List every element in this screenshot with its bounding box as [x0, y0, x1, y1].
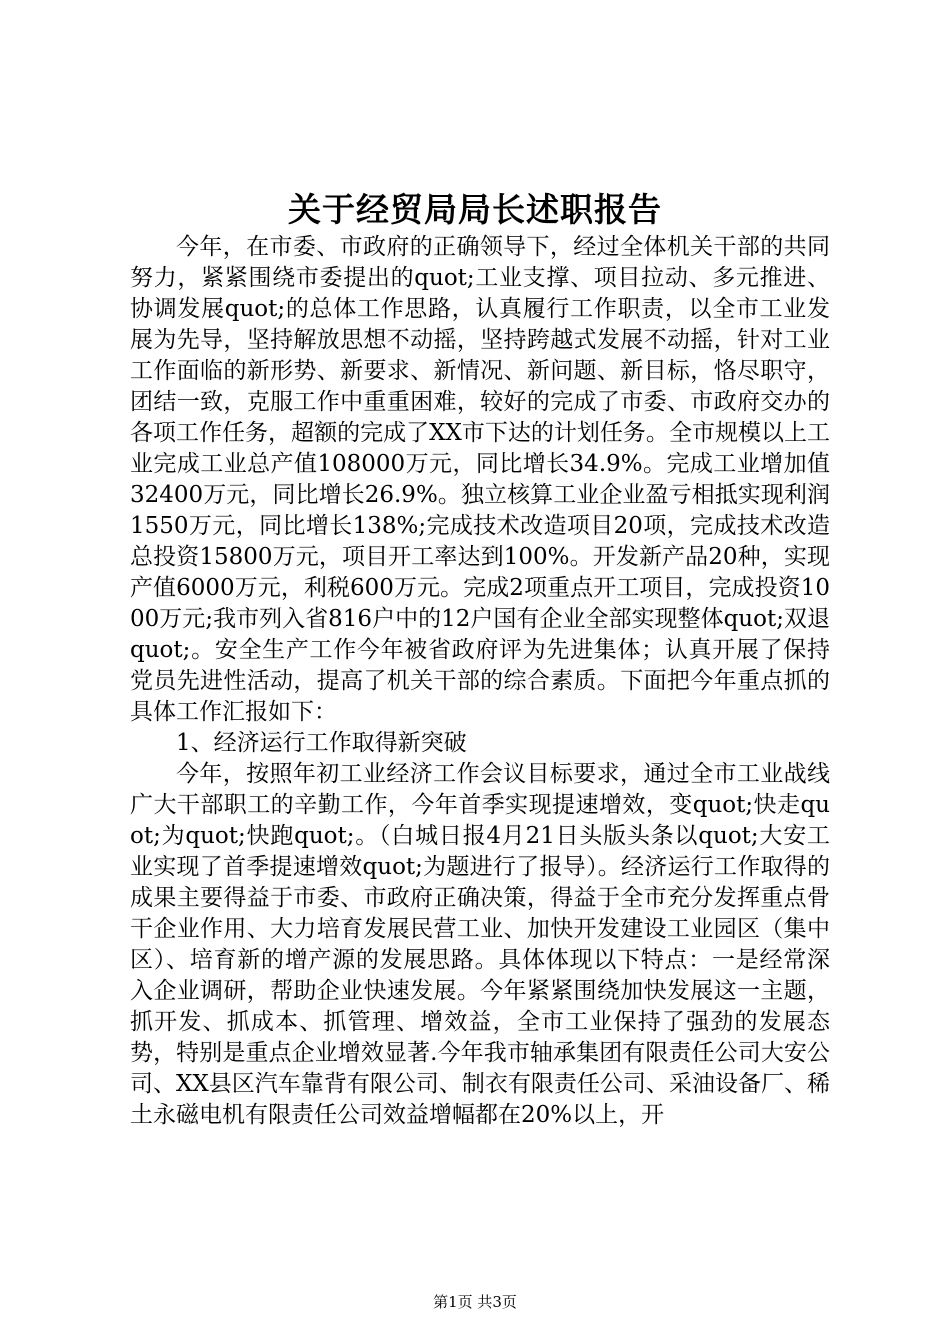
paragraph-intro: 今年，在市委、市政府的正确领导下，经过全体机关干部的共同努力，紧紧围绕市委提出的quot;工业支撑、项目拉动、多元推进、协调发展quot;的总体工作思路，认真履行工作职责，以全市工业发展为先导，坚持解放思想不动摇，坚持跨越式发展不动摇，针对工业工作面临的新形势、新要求、新情况、新问题、新目标，恪尽职守，团结一致，克服工作中重重困难，较好的完成了市委、市政府交办的各项工作任务，超额的完成了XX市下达的计划任务。全市规模以上工业完成工业总产值108000万元，同比增长34.9%。完成工业增加值32400万元，同比增长26.9%。独立核算工业企业盈亏相抵实现利润1550万元，同比增长138%;完成技术改造项目20项，完成技术改造总投资15800万元，项目开工率达到100%。开发新产品20种，实现产值6000万元，利税600万元。完成2项重点开工项目，完成投资1000万元;我市列入省816户中的12户国有企业全部实现整体quot;双退quot;。安全生产工作今年被省政府评为先进集体；认真开展了保持党员先进性活动，提高了机关干部的综合素质。下面把今年重点抓的具体工作汇报如下：: [130, 234, 830, 725]
document-body: [130, 232, 830, 1131]
page-footer: 第1页 共3页: [433, 1293, 517, 1311]
paragraph-economic-operation: 今年，按照年初工业经济工作会议目标要求，通过全市工业战线广大干部职工的辛勤工作，今年首季实现提速增效，变quot;快走quot;为quot;快跑quot;。（白城日报4月21日头版头条以quot;大安工业实现了首季提速增效quot;为题进行了报导）。经济运行工作取得的成果主要得益于市委、市政府正确决策，得益于全市充分发挥重点骨干企业作用、大力培育发展民营工业、加快开发建设工业园区（集中区）、培育新的增产源的发展思路。具体体现以下特点：一是经常深入企业调研，帮助企业快速发展。今年紧紧围绕加快发展这一主题，抓开发、抓成本、抓管理、增效益，全市工业保持了强劲的发展态势，特别是重点企业增效显著.今年我市轴承集团有限责任公司大安公司、XX县区汽车靠背有限公司、制衣有限责任公司、采油设备厂、稀土永磁电机有限责任公司效益增幅都在20%以上，开: [130, 761, 830, 1128]
document-title: 关于经贸局局长述职报告: [288, 190, 662, 229]
section-heading: 1、经济运行工作取得新突破: [176, 730, 467, 756]
